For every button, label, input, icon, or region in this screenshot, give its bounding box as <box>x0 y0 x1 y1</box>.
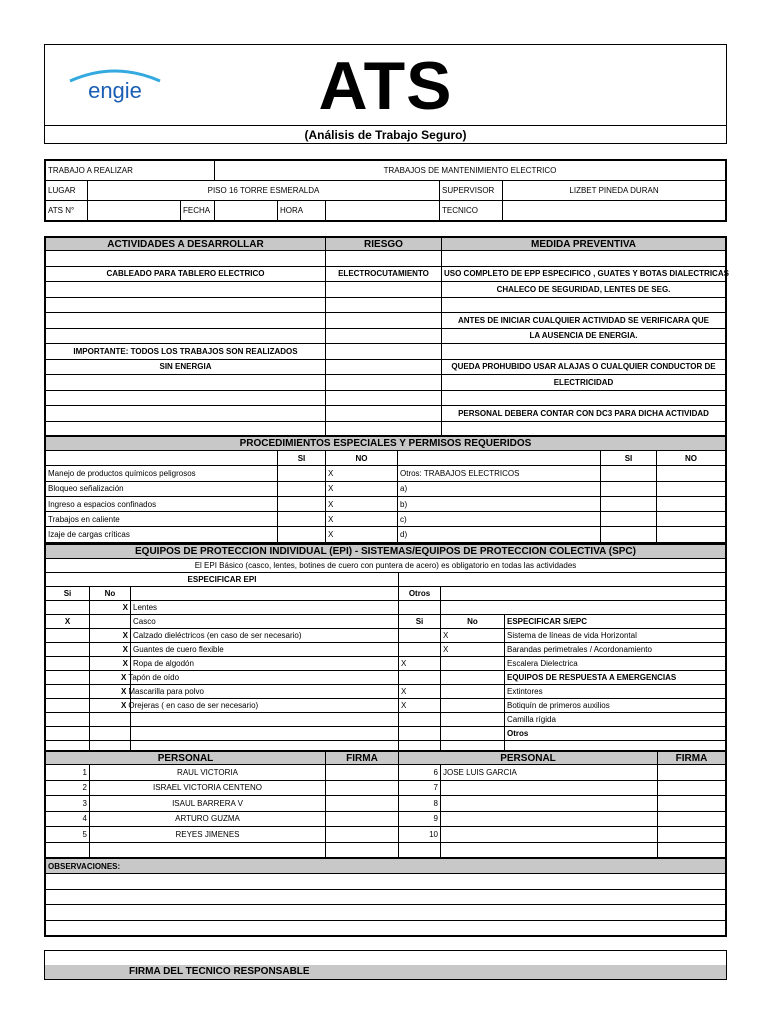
epi-item[interactable] <box>131 629 399 643</box>
procedure-si-cell-2[interactable] <box>601 466 657 481</box>
personal-name[interactable] <box>441 780 658 796</box>
col-personal-left: PERSONAL <box>46 752 326 765</box>
spc-blank <box>441 601 726 615</box>
personal-firma[interactable] <box>658 780 726 796</box>
personal-row <box>46 827 726 843</box>
procedure-no-cell[interactable]: X <box>326 496 398 511</box>
col-personal-right: PERSONAL <box>399 752 658 765</box>
personal-firma[interactable] <box>326 796 399 812</box>
spc-blank <box>441 671 505 685</box>
epi-row <box>46 713 726 727</box>
procedures-title: PROCEDIMIENTOS ESPECIALES Y PERMISOS REQUERIDOS <box>46 437 726 451</box>
personal-name[interactable] <box>441 842 658 858</box>
observaciones-label: OBSERVACIONES: <box>46 859 726 874</box>
activity-cell[interactable] <box>46 375 326 391</box>
activity-cell[interactable] <box>46 313 326 329</box>
respuesta-head: EQUIPOS DE RESPUESTA A EMERGENCIAS <box>505 671 726 685</box>
fecha-field[interactable] <box>215 201 278 221</box>
especificar-sepc-head: ESPECIFICAR S/EPC <box>505 615 726 629</box>
procedure-si-cell-2[interactable] <box>601 496 657 511</box>
epi-si-cell[interactable] <box>46 629 90 643</box>
epi-item[interactable] <box>121 685 399 699</box>
medida-cell[interactable]: QUEDA PROHUBIDO USAR ALAJAS O CUALQUIER CONDUCTOR DE <box>442 359 726 375</box>
epi-si-cell[interactable] <box>46 601 90 615</box>
personal-number: 1 <box>46 765 90 781</box>
personal-table <box>45 751 726 858</box>
activity-row <box>46 266 726 282</box>
medida-cell[interactable]: CHALECO DE SEGURIDAD, LENTES DE SEG. <box>442 282 726 298</box>
spc-si-cell[interactable]: X <box>399 685 441 699</box>
procedure-no-cell-2[interactable] <box>657 481 726 496</box>
activity-row <box>46 406 726 422</box>
spc-no-cell[interactable] <box>441 713 505 727</box>
trabajo-label: TRABAJO A REALIZAR <box>46 161 215 181</box>
procedures-table <box>45 436 726 543</box>
activities-section <box>44 236 727 438</box>
epi-row <box>46 727 726 741</box>
epi-section <box>44 543 727 756</box>
header-divider <box>45 125 726 126</box>
personal-number: 8 <box>399 796 441 812</box>
activity-cell[interactable]: CABLEADO PARA TABLERO ELECTRICO <box>46 266 326 282</box>
personal-firma[interactable] <box>658 811 726 827</box>
spc-no-cell[interactable] <box>441 699 505 713</box>
epi-otros-head: Otros <box>399 587 441 601</box>
procedure-name: Izaje de cargas críticas <box>46 527 278 542</box>
procedure-si-cell[interactable] <box>278 527 326 542</box>
medida-cell[interactable]: USO COMPLETO DE EPP ESPECIFICO , GUATES Y BOTAS DIALECTRICAS <box>442 266 726 282</box>
spc-item[interactable]: Extintores <box>505 685 726 699</box>
epi-row <box>46 643 726 657</box>
procedure-name: Trabajos en caliente <box>46 512 278 527</box>
personal-name[interactable] <box>441 827 658 843</box>
epi-si-cell[interactable] <box>46 713 90 727</box>
riesgo-cell[interactable] <box>326 344 442 360</box>
fecha-label: FECHA <box>181 201 215 221</box>
riesgo-cell[interactable] <box>326 390 442 406</box>
epi-no-cell[interactable]: X <box>90 643 131 657</box>
procedure-si-cell-2[interactable] <box>601 512 657 527</box>
personal-firma[interactable] <box>658 765 726 781</box>
epi-x-mark: X <box>121 701 127 710</box>
spc-si-cell[interactable]: X <box>399 699 441 713</box>
epi-row <box>46 629 726 643</box>
hora-label: HORA <box>278 201 326 221</box>
procedure-other[interactable]: Otros: TRABAJOS ELECTRICOS <box>398 466 601 481</box>
personal-row <box>46 796 726 812</box>
supervisor-value[interactable]: LIZBET PINEDA DURAN <box>503 181 726 201</box>
activity-cell[interactable] <box>46 251 326 267</box>
observaciones-line[interactable] <box>46 874 726 890</box>
procedure-si-cell[interactable] <box>278 496 326 511</box>
tecnico-field[interactable] <box>503 201 726 221</box>
riesgo-cell[interactable] <box>326 375 442 391</box>
epi-row <box>46 671 726 685</box>
procedure-name: Bloqueo señalización <box>46 481 278 496</box>
personal-firma[interactable] <box>326 842 399 858</box>
medida-cell[interactable]: LA AUSENCIA DE ENERGIA. <box>442 328 726 344</box>
activity-row <box>46 313 726 329</box>
activity-row <box>46 328 726 344</box>
epi-item-label: Lentes <box>133 603 158 612</box>
personal-name[interactable]: ARTURO GUZMA <box>90 811 326 827</box>
personal-name[interactable] <box>441 811 658 827</box>
proc-si-head: SI <box>278 451 326 466</box>
medida-cell[interactable]: PERSONAL DEBERA CONTAR CON DC3 PARA DICHA ACTIVIDAD <box>442 406 726 422</box>
procedure-si-cell[interactable] <box>278 512 326 527</box>
activity-cell[interactable]: SIN ENERGIA <box>46 359 326 375</box>
riesgo-cell[interactable] <box>326 359 442 375</box>
epi-title: EQUIPOS DE PROTECCION INDIVIDUAL (EPI) - SISTEMAS/EQUIPOS DE PROTECCION COLECTIVA (SPC) <box>46 545 726 559</box>
col-riesgo: RIESGO <box>326 238 442 251</box>
spc-blank <box>399 601 441 615</box>
respuesta-otros: Otros <box>505 727 726 741</box>
personal-number: 10 <box>399 827 441 843</box>
procedure-other[interactable]: b) <box>398 496 601 511</box>
riesgo-cell[interactable]: ELECTROCUTAMIENTO <box>326 266 442 282</box>
lugar-value[interactable]: PISO 16 TORRE ESMERALDA <box>88 181 440 201</box>
epi-item[interactable] <box>121 671 399 685</box>
epi-item-label: Calzado dieléctricos (en caso de ser necesario) <box>133 631 302 640</box>
epi-no-cell[interactable] <box>90 727 131 741</box>
col-actividades: ACTIVIDADES A DESARROLLAR <box>46 238 326 251</box>
epi-item[interactable] <box>121 699 399 713</box>
firma-section <box>44 950 727 980</box>
observaciones-line[interactable] <box>46 920 726 936</box>
spc-si-head: Si <box>399 615 441 629</box>
epi-row <box>46 615 726 629</box>
lugar-label: LUGAR <box>46 181 88 201</box>
riesgo-cell[interactable] <box>326 406 442 422</box>
spc-blank <box>441 727 505 741</box>
epi-item-label: Tapón de oído <box>128 673 180 682</box>
procedure-row <box>46 512 726 527</box>
epi-item[interactable] <box>131 643 399 657</box>
activity-row <box>46 251 726 267</box>
procedure-other[interactable]: d) <box>398 527 601 542</box>
activity-cell[interactable]: IMPORTANTE: TODOS LOS TRABAJOS SON REALIZADOS <box>46 344 326 360</box>
personal-name[interactable] <box>441 796 658 812</box>
epi-item-label: Orejeras ( en caso de ser necesario) <box>128 701 259 710</box>
procedure-no-cell[interactable]: X <box>326 527 398 542</box>
personal-number <box>46 842 90 858</box>
spc-item[interactable]: Sistema de líneas de vida Horizontal <box>505 629 726 643</box>
personal-name[interactable]: JOSE LUIS GARCIA <box>441 765 658 781</box>
epi-item-label: Casco <box>133 617 156 626</box>
epi-si-cell[interactable] <box>46 671 90 685</box>
personal-firma[interactable] <box>326 827 399 843</box>
epi-no-cell[interactable] <box>90 615 131 629</box>
firma-tecnico-label: FIRMA DEL TECNICO RESPONSABLE <box>45 965 726 979</box>
epi-item-label: Guantes de cuero flexible <box>133 645 224 654</box>
spc-si-cell[interactable]: X <box>399 657 441 671</box>
medida-cell[interactable] <box>442 251 726 267</box>
activity-row <box>46 359 726 375</box>
procedure-no-cell-2[interactable] <box>657 527 726 542</box>
header-box <box>44 44 727 144</box>
activity-cell[interactable] <box>46 406 326 422</box>
riesgo-cell[interactable] <box>326 328 442 344</box>
epi-item[interactable] <box>131 601 399 615</box>
personal-number: 9 <box>399 811 441 827</box>
procedure-name: Manejo de productos químicos peligrosos <box>46 466 278 481</box>
epi-no-head: No <box>90 587 131 601</box>
personal-number <box>399 842 441 858</box>
procedure-row <box>46 481 726 496</box>
medida-cell[interactable] <box>442 297 726 313</box>
activities-table <box>45 237 729 437</box>
riesgo-cell[interactable] <box>326 297 442 313</box>
personal-number: 5 <box>46 827 90 843</box>
activity-row <box>46 297 726 313</box>
epi-si-cell[interactable] <box>46 643 90 657</box>
procedure-no-cell-2[interactable] <box>657 466 726 481</box>
col-firma-right: FIRMA <box>658 752 726 765</box>
epi-item-label: Mascarilla para polvo <box>128 687 204 696</box>
epi-row <box>46 685 726 699</box>
personal-firma[interactable] <box>658 827 726 843</box>
epi-table <box>45 544 726 755</box>
epi-si-cell[interactable] <box>46 727 90 741</box>
spc-si-cell[interactable] <box>399 713 441 727</box>
procedure-no-cell[interactable]: X <box>326 481 398 496</box>
personal-number: 6 <box>399 765 441 781</box>
info-table <box>45 160 726 221</box>
proc-blank-head <box>46 451 278 466</box>
epi-row <box>46 601 726 615</box>
proc-no-head-2: NO <box>657 451 726 466</box>
info-section <box>44 159 727 222</box>
procedure-no-cell[interactable]: X <box>326 466 398 481</box>
spc-item[interactable]: Escalera Dielectrica <box>505 657 726 671</box>
procedures-body <box>46 466 726 542</box>
epi-no-cell[interactable] <box>90 713 131 727</box>
observaciones-section <box>44 857 727 937</box>
procedure-no-cell-2[interactable] <box>657 512 726 527</box>
activities-body <box>46 251 729 437</box>
procedure-no-cell-2[interactable] <box>657 496 726 511</box>
col-firma-left: FIRMA <box>326 752 399 765</box>
personal-row <box>46 780 726 796</box>
procedure-si-cell[interactable] <box>278 481 326 496</box>
procedure-other[interactable]: a) <box>398 481 601 496</box>
activity-row <box>46 390 726 406</box>
medida-cell[interactable] <box>442 390 726 406</box>
proc-no-head: NO <box>326 451 398 466</box>
personal-body <box>46 765 726 858</box>
personal-name[interactable]: RAUL VICTORIA <box>90 765 326 781</box>
epi-blank <box>131 587 399 601</box>
procedure-si-cell[interactable] <box>278 466 326 481</box>
epi-si-cell[interactable] <box>46 699 90 713</box>
personal-firma[interactable] <box>326 765 399 781</box>
supervisor-label: SUPERVISOR <box>440 181 503 201</box>
hora-field[interactable] <box>326 201 440 221</box>
riesgo-cell[interactable] <box>326 251 442 267</box>
col-medida: MEDIDA PREVENTIVA <box>442 238 726 251</box>
epi-otros-blank <box>441 587 726 601</box>
ats-number-field[interactable] <box>88 201 181 221</box>
epi-item-label: Ropa de algodón <box>133 659 194 668</box>
observaciones-line[interactable] <box>46 905 726 921</box>
spc-si-cell[interactable] <box>399 629 441 643</box>
procedure-name: Ingreso a espacios confinados <box>46 496 278 511</box>
logo-text: engie <box>88 78 142 103</box>
spc-blank <box>399 727 441 741</box>
procedures-section <box>44 435 727 544</box>
epi-row <box>46 699 726 713</box>
activity-cell[interactable] <box>46 282 326 298</box>
personal-row <box>46 811 726 827</box>
epi-row <box>46 657 726 671</box>
epi-blank-head <box>399 573 726 587</box>
personal-name[interactable]: ISAUL BARRERA V <box>90 796 326 812</box>
observaciones-table <box>45 858 726 936</box>
epi-no-cell[interactable]: X <box>90 629 131 643</box>
activity-row <box>46 344 726 360</box>
procedure-si-cell-2[interactable] <box>601 527 657 542</box>
riesgo-cell[interactable] <box>326 282 442 298</box>
spc-item[interactable]: Camilla rígida <box>505 713 726 727</box>
procedure-si-cell-2[interactable] <box>601 481 657 496</box>
medida-cell[interactable]: ELECTRICIDAD <box>442 375 726 391</box>
personal-name[interactable]: REYES JIMENES <box>90 827 326 843</box>
ats-number-label: ATS N° <box>46 201 88 221</box>
epi-x-mark: X <box>121 687 127 696</box>
epi-no-cell[interactable]: X <box>90 601 131 615</box>
personal-firma[interactable] <box>658 796 726 812</box>
medida-cell[interactable]: ANTES DE INICIAR CUALQUIER ACTIVIDAD SE VERIFICARA QUE <box>442 313 726 329</box>
activity-row <box>46 282 726 298</box>
spc-item[interactable]: Barandas perimetrales / Acordonamiento <box>505 643 726 657</box>
page-subtitle: (Análisis de Trabajo Seguro) <box>304 128 467 142</box>
procedure-row <box>46 466 726 481</box>
personal-section <box>44 750 727 859</box>
personal-row <box>46 765 726 781</box>
spc-no-head: No <box>441 615 505 629</box>
trabajo-value[interactable]: TRABAJOS DE MANTENIMIENTO ELECTRICO <box>215 161 726 181</box>
spc-si-cell[interactable] <box>399 643 441 657</box>
activity-row <box>46 375 726 391</box>
procedure-no-cell[interactable]: X <box>326 512 398 527</box>
procedure-row <box>46 527 726 542</box>
activity-cell[interactable] <box>46 390 326 406</box>
proc-blank-head-2 <box>398 451 601 466</box>
epi-si-cell[interactable] <box>46 685 90 699</box>
epi-item[interactable] <box>131 727 399 741</box>
procedure-row <box>46 496 726 511</box>
epi-si-cell[interactable]: X <box>46 615 90 629</box>
personal-number: 7 <box>399 780 441 796</box>
spc-no-cell[interactable] <box>441 685 505 699</box>
personal-firma[interactable] <box>326 780 399 796</box>
personal-number: 3 <box>46 796 90 812</box>
riesgo-cell[interactable] <box>326 313 442 329</box>
spc-no-cell[interactable]: X <box>441 643 505 657</box>
epi-note: El EPI Básico (casco, lentes, botines de cuero con puntera de acero) es obligatorio en todas las actividades <box>46 559 726 573</box>
personal-name[interactable] <box>90 842 326 858</box>
spc-item[interactable]: Botiquín de primeros auxilios <box>505 699 726 713</box>
epi-si-cell[interactable] <box>46 657 90 671</box>
personal-number: 4 <box>46 811 90 827</box>
especificar-epi-head: ESPECIFICAR EPI <box>46 573 399 587</box>
epi-item[interactable] <box>131 713 399 727</box>
page-title: ATS <box>318 48 453 124</box>
spc-no-cell[interactable]: X <box>441 629 505 643</box>
epi-x-mark: X <box>121 673 127 682</box>
epi-body <box>46 545 726 755</box>
tecnico-label: TECNICO <box>440 201 503 221</box>
personal-firma[interactable] <box>326 811 399 827</box>
observaciones-line[interactable] <box>46 889 726 905</box>
personal-name[interactable]: ISRAEL VICTORIA CENTENO <box>90 780 326 796</box>
activity-cell[interactable] <box>46 297 326 313</box>
epi-si-head: Si <box>46 587 90 601</box>
medida-cell[interactable] <box>442 344 726 360</box>
spc-blank <box>399 671 441 685</box>
proc-si-head-2: SI <box>601 451 657 466</box>
epi-no-cell[interactable]: X <box>90 657 131 671</box>
personal-number: 2 <box>46 780 90 796</box>
epi-item[interactable] <box>131 657 399 671</box>
personal-firma[interactable] <box>658 842 726 858</box>
epi-item[interactable] <box>131 615 399 629</box>
spc-no-cell[interactable] <box>441 657 505 671</box>
personal-row <box>46 842 726 858</box>
procedure-other[interactable]: c) <box>398 512 601 527</box>
activity-cell[interactable] <box>46 328 326 344</box>
